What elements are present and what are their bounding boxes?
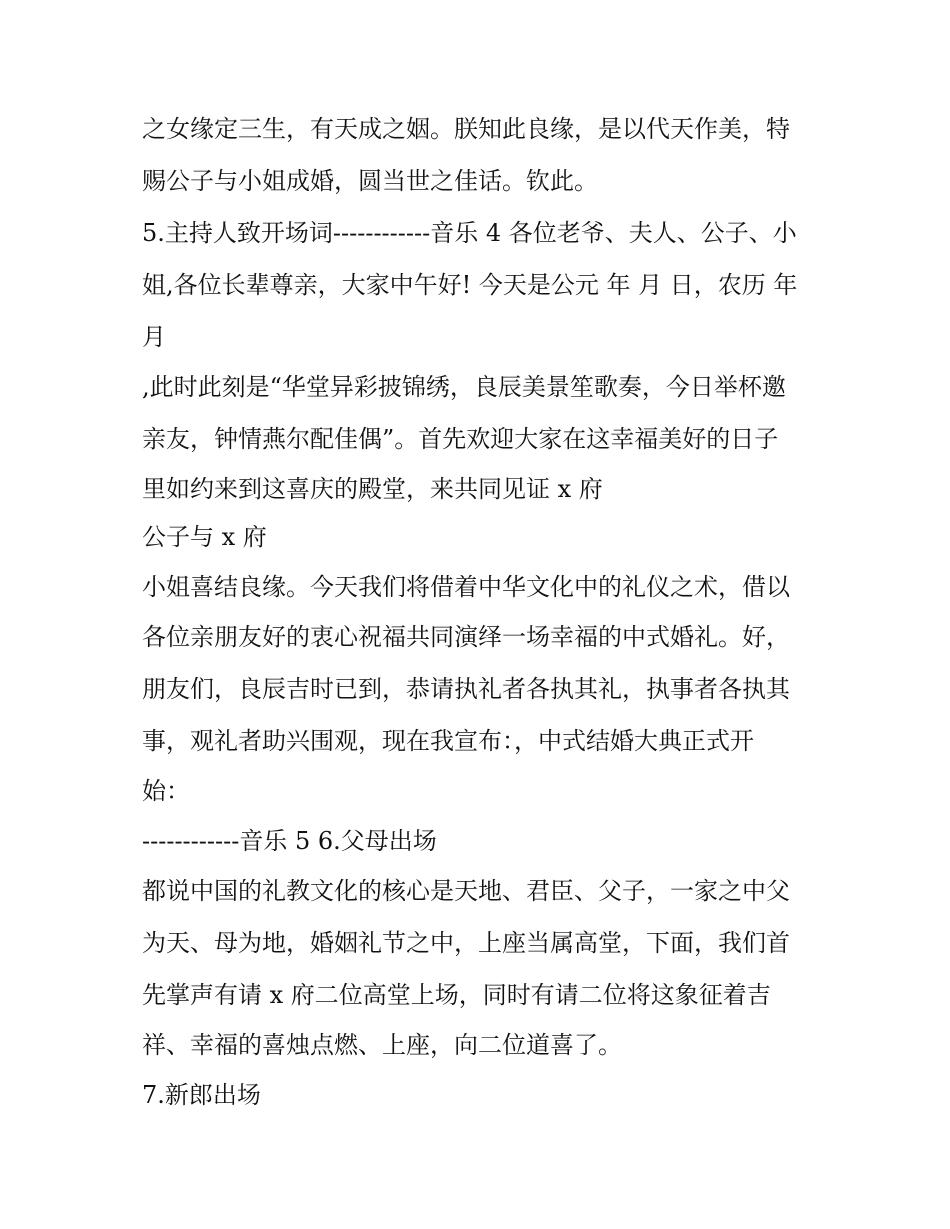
text-line: 亲友，钟情燕尔配佳偶”。首先欢迎大家在这幸福美好的日子 [142, 425, 779, 453]
text-line: 小姐喜结良缘。今天我们将借着中华文化中的礼仪之术，借以 [142, 573, 790, 601]
text-line: 公子与 x 府 [142, 523, 267, 551]
text-line: 之女缘定三生，有天成之姻。朕知此良缘，是以代天作美，特 [142, 115, 790, 143]
text-line: 姐,各位长辈尊亲，大家中午好! 今天是公元 年 月 日，农历 年 [142, 271, 798, 299]
section-heading-6: ------------音乐 5 6.父母出场 [142, 827, 437, 855]
text-line: 月 [142, 323, 166, 351]
section-heading-7: 7.新郎出场 [142, 1081, 261, 1109]
text-line: 为天、母为地，婚姻礼节之中，上座当属高堂，下面，我们首 [142, 929, 790, 957]
text-line: ,此时此刻是“华堂异彩披锦绣，良辰美景笙歌奏，今日举杯邀 [142, 373, 786, 401]
text-line: 始： [142, 777, 190, 805]
text-line: 先掌声有请 x 府二位高堂上场，同时有请二位将这象征着吉 [142, 981, 771, 1009]
text-line: 朋友们，良辰吉时已到，恭请执礼者各执其礼，执事者各执其 [142, 675, 790, 703]
text-line: 祥、幸福的喜烛点燃、上座，向二位道喜了。 [142, 1031, 622, 1059]
text-line: 各位亲朋友好的衷心祝福共同演绎一场幸福的中式婚礼。好， [142, 623, 790, 651]
text-line: 都说中国的礼教文化的核心是天地、君臣、父子，一家之中父 [142, 877, 790, 905]
text-line: 里如约来到这喜庆的殿堂，来共同见证 x 府 [142, 475, 603, 503]
text-line: 事，观礼者助兴围观，现在我宣布：，中式结婚大典正式开 [142, 727, 754, 755]
text-line: 赐公子与小姐成婚，圆当世之佳话。钦此。 [142, 167, 598, 195]
section-heading-5: 5.主持人致开场词------------音乐 4 各位老爷、夫人、公子、小 [142, 219, 797, 247]
